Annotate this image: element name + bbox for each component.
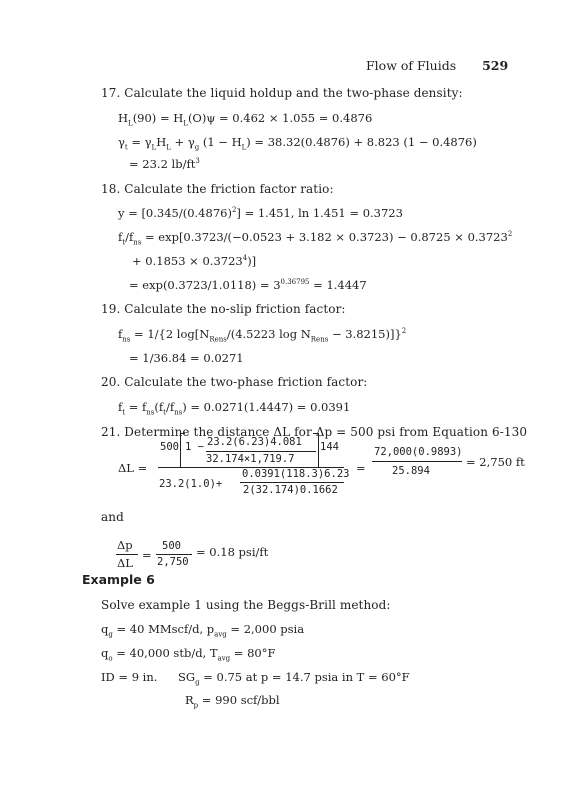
den-fraction-bar	[240, 482, 344, 483]
grad-den: 2,750	[157, 556, 189, 568]
given-qg: $q_g = 40$ MMscf/d, $p_{avg} = 2,000$ psia	[101, 622, 305, 639]
eq-one-minus: 1 −	[185, 441, 204, 453]
eq-holdup: $H_L(90) = H_L(O)\psi = 0.462 \times 1.055 = 0.4876$	[118, 111, 373, 128]
example-6-title: Example 6	[82, 572, 155, 587]
given-qo: $q_o = 40,000$ stb/d, $T_{avg} = 80^\circ F$	[101, 646, 276, 663]
eq-ff-ratio: $f_t/f_{ns} = \exp[0.3723/(-0.0523 + 3.182 \times 0.3723) - 0.8725 \times 0.3723^2$	[118, 230, 513, 247]
bracket-left-top	[180, 433, 185, 434]
inner-fraction-bar	[206, 451, 316, 452]
eq-density-result: = 23.2 $lb/ft^3$	[129, 157, 200, 171]
grad-num: 500	[162, 540, 181, 552]
eq-noslip-ff: $f_{ns} = 1/\{2$ $\log[N_{Rens}/(4.5223$ $\log N_{Rens} - 3.8215)]\}^2$	[118, 327, 407, 344]
grad-dp: Δp	[117, 538, 133, 552]
eq-inner-den: 32.174×1,719.7	[206, 453, 295, 465]
mid-fraction-bar	[372, 461, 462, 462]
eq-den-left: 23.2(1.0)+	[159, 478, 223, 490]
bracket-right-top	[313, 433, 318, 434]
delta-l-label: ΔL =	[118, 461, 148, 475]
header-section-title: Flow of Fluids	[366, 58, 457, 73]
step-19-heading: 19. Calculate the no-slip friction factor:	[101, 302, 346, 316]
eq-mid-equals: =	[356, 461, 366, 475]
grad-right-bar	[156, 554, 192, 555]
step-17-heading: 17. Calculate the liquid holdup and the two-phase density:	[101, 86, 463, 100]
eq-den-frac-num: 0.0391(118.3)6.23	[242, 468, 350, 480]
example-6-intro: Solve example 1 using the Beggs-Brill method:	[101, 598, 391, 612]
grad-equals: =	[142, 548, 152, 562]
running-header	[366, 58, 508, 73]
eq-den-frac-den: 2(32.174)0.1662	[243, 484, 338, 496]
eq-delta-l-result: = 2,750 ft	[466, 455, 525, 469]
eq-ff-ratio-result: = $\exp(0.3723/1.0118) = 3^{0.36795} = 1.4447$	[129, 278, 367, 292]
bracket-left	[180, 433, 181, 467]
eq-ff-ratio-cont: + $0.1853 \times 0.3723^4$)]	[132, 254, 257, 268]
eq-density: $\gamma_t = \gamma_LH_L + \gamma_g$ $(1 - H_L) = 38.32(0.4876) + 8.823$ (1 − 0.4876)	[118, 135, 477, 152]
grad-left-bar	[116, 554, 138, 555]
eq-noslip-ff-result: = 1/36.84 = 0.0271	[129, 351, 244, 365]
grad-result: = 0.18 psi/ft	[196, 545, 269, 559]
step-21-heading: 21. Determine the distance ΔL for Δp = 500 psi from Equation 6-130	[101, 425, 528, 439]
step-18-heading: 18. Calculate the friction factor ratio:	[101, 182, 334, 196]
eq-twophase-ff: $f_t = f_{ns}(f_t/f_{ns}) = 0.0271(1.4447) = 0.0391$	[118, 400, 351, 417]
and-text: and	[101, 510, 124, 524]
given-sg: $SG_g = 0.75$ at p = 14.7 psia in T = 60°F	[178, 670, 410, 687]
eq-500: 500	[160, 441, 179, 453]
page-number: 529	[482, 58, 509, 73]
bracket-right	[318, 433, 319, 467]
eq-mid-num: 72,000(0.9893)	[374, 446, 463, 458]
given-id: ID = 9 in.	[101, 670, 158, 684]
eq-144: 144	[320, 441, 339, 453]
grad-dl: ΔL	[117, 556, 133, 570]
given-rp: $R_p = 990$ scf/bbl	[185, 693, 280, 710]
eq-mid-den: 25.894	[392, 465, 430, 477]
eq-inner-num: 23.2(6.23)4.081	[207, 436, 302, 448]
step-20-heading: 20. Calculate the two-phase friction factor:	[101, 375, 368, 389]
eq-y-ratio: $y = [0.345/(0.4876)^2] = 1.451$, ln 1.451 = 0.3723	[118, 206, 403, 220]
